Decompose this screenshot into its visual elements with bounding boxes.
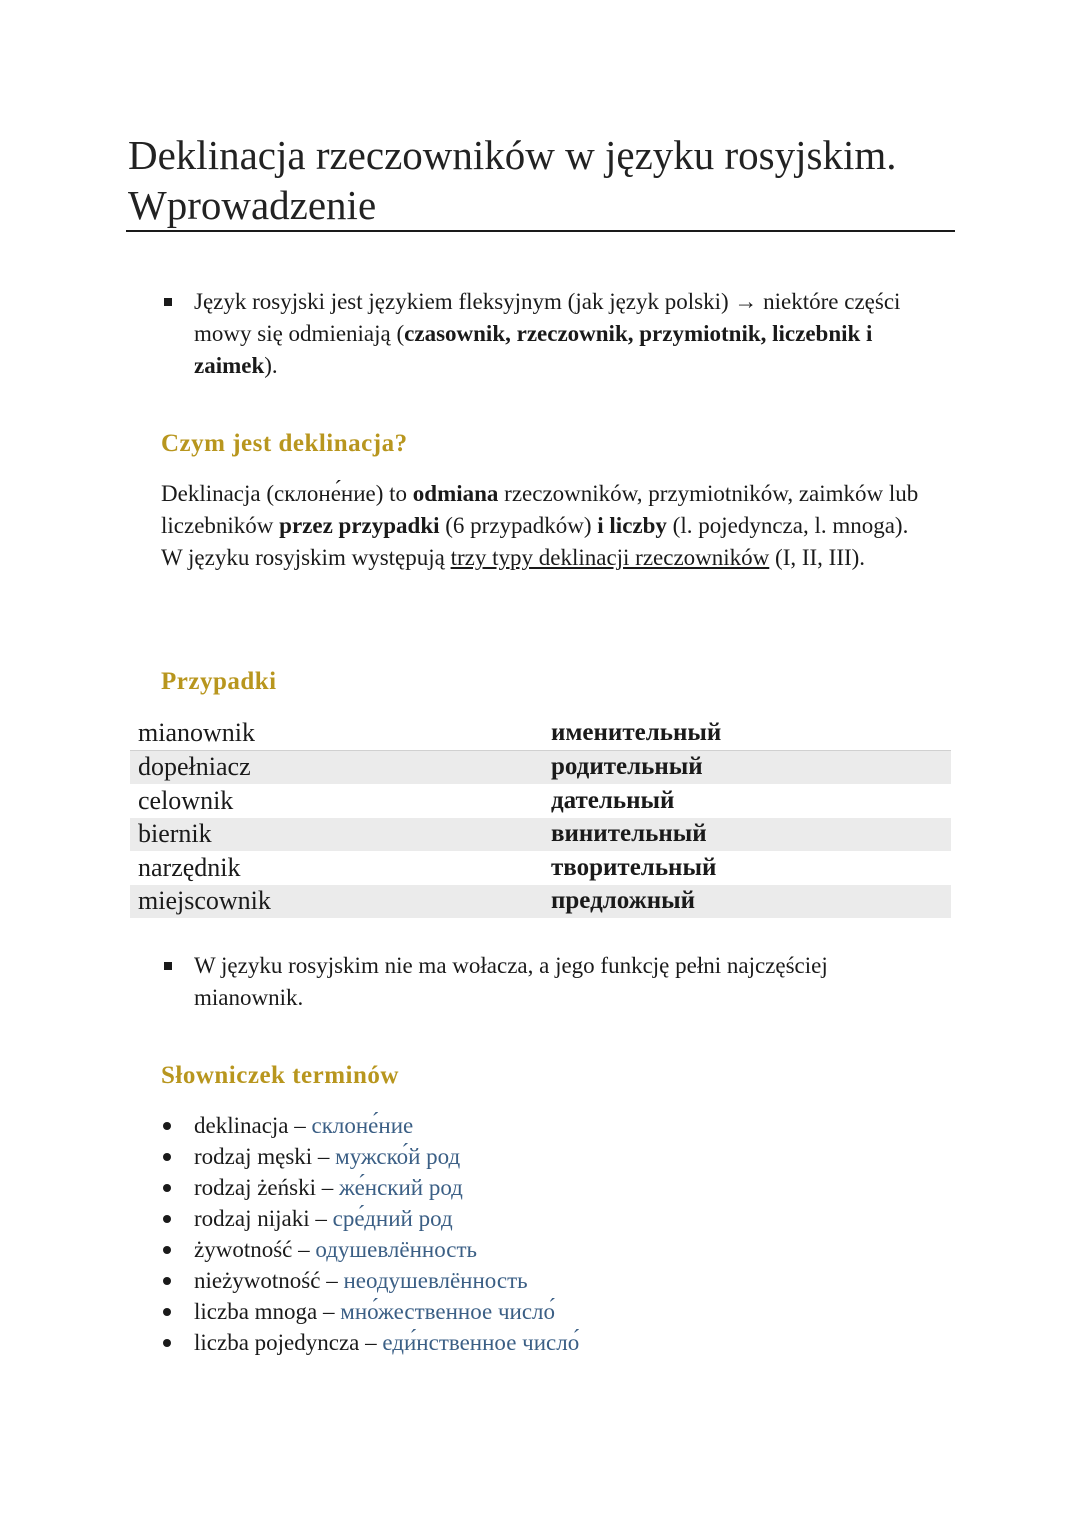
- def-text-3: (6 przypadków): [439, 513, 598, 538]
- list-item: [160, 1203, 579, 1234]
- term-pl: nieżywotność: [194, 1268, 321, 1293]
- term-ru: неодушевлённость: [343, 1268, 528, 1293]
- case-pl: celownik: [138, 785, 234, 815]
- term-pl: żywotność: [194, 1237, 293, 1262]
- case-ru: винительный: [539, 818, 951, 852]
- section-heading-glossary: Słowniczek terminów: [161, 1062, 399, 1089]
- case-pl: miejscownik: [130, 885, 539, 919]
- term-ru: одушевлённость: [315, 1237, 478, 1262]
- list-item: [160, 1110, 579, 1141]
- term-dash: –: [317, 1299, 341, 1324]
- term-ru: еди́нственное число́: [382, 1330, 580, 1355]
- intro-bold: czasownik, rzeczownik, przymiotnik, liczebnik i zaimek: [194, 321, 873, 378]
- def-text-4: (l. pojedyncza, l. mnoga). W języku rosyjskim występują: [161, 513, 909, 570]
- case-ru: родительный: [539, 750, 951, 784]
- cases-table: [130, 716, 951, 918]
- def-text-2: rzeczowników, przymiotników, zaimków lub liczebników: [161, 481, 919, 538]
- definition-paragraph: [161, 478, 931, 574]
- term-pl: liczba pojedyncza: [194, 1330, 360, 1355]
- bullet-dot-icon: [163, 1277, 171, 1285]
- case-ru: предложный: [539, 885, 951, 919]
- term-ru: мужско́й род: [335, 1144, 461, 1169]
- intro-item: [160, 286, 920, 382]
- term-ru: склоне́ние: [311, 1113, 414, 1138]
- term-pl: rodzaj męski: [194, 1144, 313, 1169]
- table-row: [130, 750, 951, 784]
- term-dash: –: [359, 1330, 383, 1355]
- term-pl: deklinacja: [194, 1113, 289, 1138]
- list-item: [160, 1141, 579, 1172]
- note-list: [160, 950, 920, 1014]
- term-dash: –: [309, 1206, 333, 1231]
- term-ru: сре́дний род: [332, 1206, 453, 1231]
- table-row: [130, 851, 951, 885]
- bullet-dot-icon: [163, 1215, 171, 1223]
- square-bullet-icon: [164, 962, 172, 970]
- term-ru: мно́жественное число́: [340, 1299, 556, 1324]
- title-line-1: Deklinacja rzeczowników w języku rosyjskim.: [128, 132, 897, 178]
- bullet-dot-icon: [163, 1308, 171, 1316]
- title-underline: [126, 230, 955, 232]
- def-bold-2: przez przypadki: [279, 513, 440, 538]
- note-text: W języku rosyjskim nie ma wołacza, a jego funkcję pełni najczęściej mianownik.: [194, 953, 828, 1010]
- def-bold-3: i liczby: [597, 513, 667, 538]
- def-text-5: (I, II, III).: [769, 545, 866, 570]
- term-dash: –: [315, 1175, 339, 1200]
- def-bold-1: odmiana: [412, 481, 499, 506]
- term-dash: –: [288, 1113, 312, 1138]
- intro-list: [160, 286, 920, 382]
- table-row: [130, 784, 951, 818]
- term-dash: –: [320, 1268, 344, 1293]
- glossary-list: [160, 1110, 579, 1358]
- case-pl: mianownik: [130, 716, 539, 750]
- def-underlined: trzy typy deklinacji rzeczowników: [450, 545, 770, 570]
- term-pl: liczba mnoga: [194, 1299, 318, 1324]
- table-row: [130, 818, 951, 852]
- section-heading-definition: Czym jest deklinacja?: [161, 430, 408, 457]
- intro-text: Język rosyjski jest językiem fleksyjnym (jak język polski) → niektóre części mowy się odmieniają (: [194, 289, 901, 346]
- list-item: [160, 1327, 579, 1358]
- intro-text-end: ).: [264, 353, 278, 378]
- term-ru: же́нский род: [338, 1175, 463, 1200]
- list-item: [160, 1296, 579, 1327]
- term-dash: –: [292, 1237, 316, 1262]
- list-item: [160, 1172, 579, 1203]
- bullet-dot-icon: [163, 1153, 171, 1161]
- term-dash: –: [312, 1144, 336, 1169]
- title-line-2: Wprowadzenie: [128, 182, 377, 228]
- bullet-dot-icon: [163, 1339, 171, 1347]
- term-pl: rodzaj nijaki: [194, 1206, 310, 1231]
- def-text-1: Deklinacja (склоне́ние) to: [161, 481, 413, 506]
- bullet-dot-icon: [163, 1184, 171, 1192]
- section-heading-cases: Przypadki: [161, 668, 277, 695]
- note-item: [160, 950, 920, 1014]
- case-ru: дательный: [551, 786, 675, 814]
- table-row: [130, 716, 951, 750]
- bullet-dot-icon: [163, 1122, 171, 1130]
- table-row: [130, 885, 951, 919]
- term-pl: rodzaj żeński: [194, 1175, 316, 1200]
- list-item: [160, 1234, 579, 1265]
- bullet-dot-icon: [163, 1246, 171, 1254]
- case-pl: narzędnik: [138, 852, 241, 882]
- case-ru: именительный: [539, 716, 951, 750]
- page-title: [128, 130, 958, 230]
- case-pl: dopełniacz: [130, 750, 539, 784]
- list-item: [160, 1265, 579, 1296]
- case-pl: biernik: [130, 818, 539, 852]
- square-bullet-icon: [164, 298, 172, 306]
- case-ru: творительный: [551, 853, 717, 881]
